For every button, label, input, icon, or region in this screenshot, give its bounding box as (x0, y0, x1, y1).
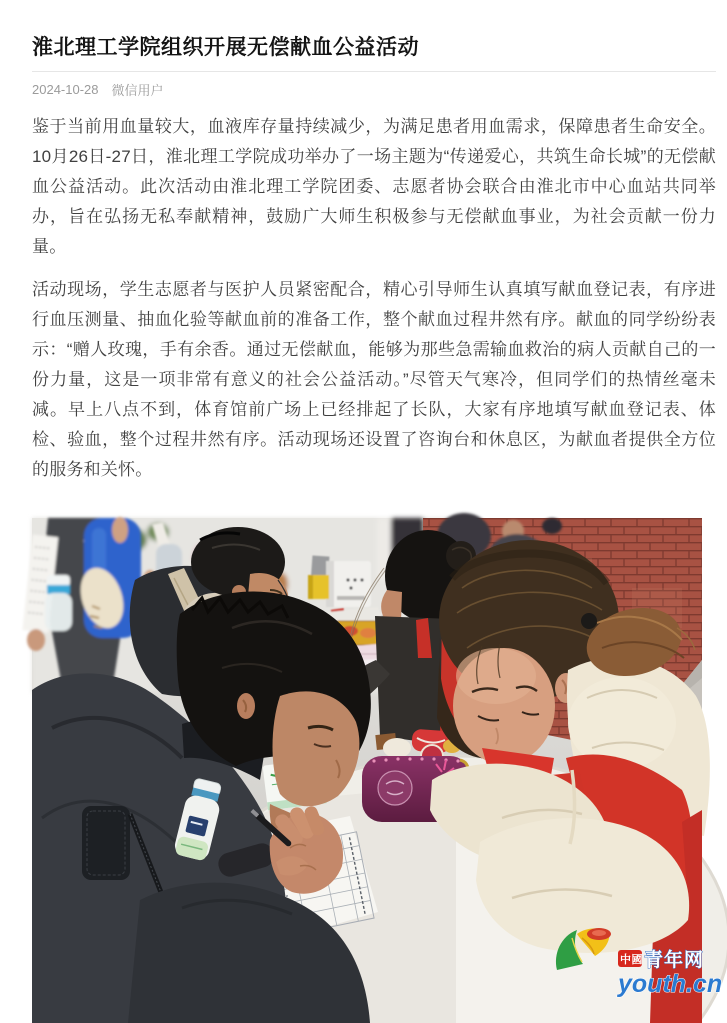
publish-date: 2024-10-28 (32, 82, 99, 98)
article-body (32, 112, 716, 485)
blood-donation-photo (32, 518, 723, 1023)
article-page (0, 34, 727, 999)
article-photo (32, 518, 723, 999)
title-divider (32, 71, 716, 72)
article-meta (32, 80, 716, 99)
watermark-url-text: youth.cn (618, 970, 723, 999)
watermark-badge-text: 中國 (620, 954, 643, 967)
article-paragraph-1: 鉴于当前用血量较大，血液库存量持续减少，为满足患者用血需求，保障患者生命安全。10月26日-27日，淮北理工学院成功举办了一场主题为“传递爱心，共筑生命长城”的无偿献血公益活动。此次活动由淮北理工学院团委、志愿者协会联合由淮北市中心血站共同举办，旨在弘扬无私奉献精神，鼓励广大师生积极参与无偿献血事业，为社会贡献一份力量。 (32, 117, 716, 257)
article-source: 微信用户 (111, 83, 164, 99)
watermark-site-text: 青年网 (644, 950, 705, 972)
article-paragraph-2: 活动现场，学生志愿者与医护人员紧密配合，精心引导师生认真填写献血登记表，有序进行血压测量、抽血化验等献血前的准备工作，整个献血过程井然有序。献血的同学纷纷表示：“赠人玫瑰，手有余香。通过无偿献血，能够为那些急需输血救治的病人贡献自己的一份力量，这是一项非常有意义的社会公益活动。”尽管天气寒冷，但同学们的热情丝毫未减。早上八点不到，体育馆前广场上已经排起了长队，大家有序地填写献血登记表、体检、验血，整个过程井然有序。活动现场还设置了咨询台和休息区，为献血者提供全方位的服务和关怀。 (32, 280, 716, 480)
article-title: 淮北理工学院组织开展无偿献血公益活动 (32, 36, 419, 59)
